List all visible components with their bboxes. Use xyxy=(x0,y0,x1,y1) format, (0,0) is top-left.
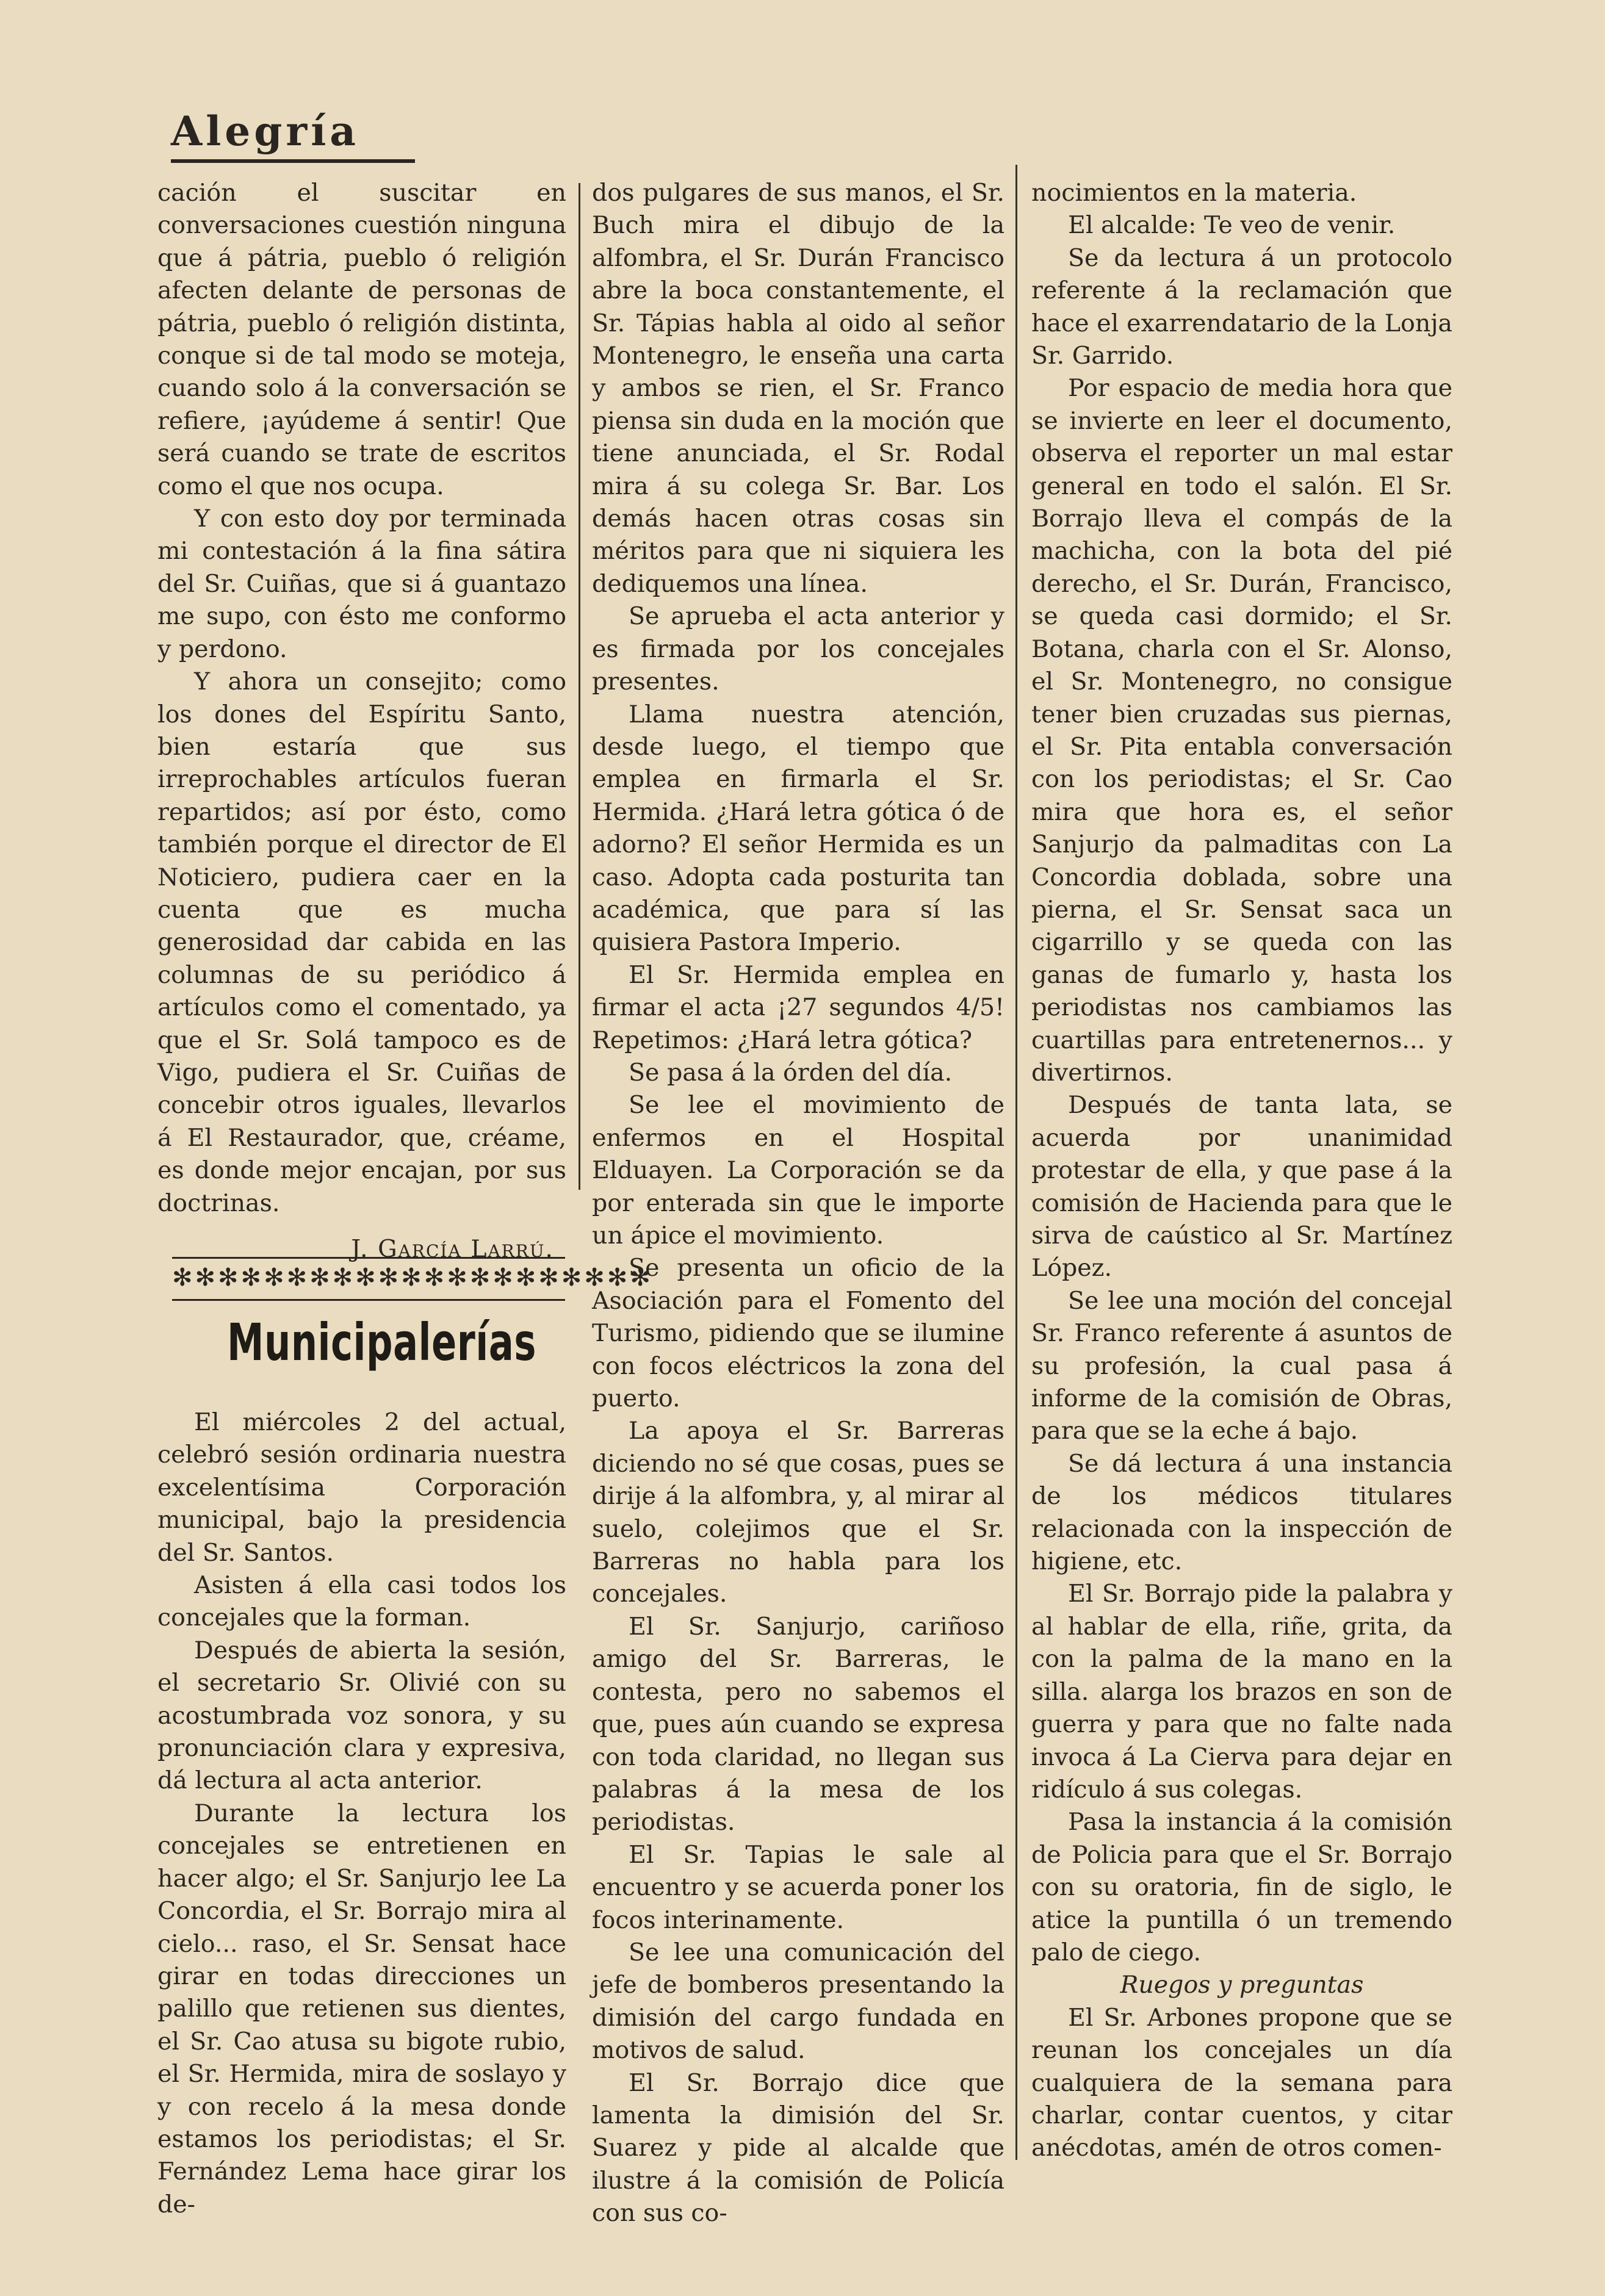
masthead-underline xyxy=(171,159,415,163)
masthead xyxy=(171,107,415,162)
column-1-top xyxy=(157,177,566,1265)
paragraph: Después de tanta lata, se acuerda por unanimidad protestar de ella, y que pase á la comisión de Hacienda para que le sirva de caústico al Sr. Martínez López. xyxy=(1031,1091,1452,1283)
paragraph: El Sr. Tapias le sale al encuentro y se acuerda poner los focos interinamente. xyxy=(592,1840,1004,1934)
paragraph: Después de abierta la sesión, el secretario Sr. Olivié con su acostumbrada voz sonora, y su pronunciación clara y expresiva, dá lectura al acta anterior. xyxy=(157,1636,566,1795)
paragraph: Durante la lectura los concejales se entretienen en hacer algo; el Sr. Sanjurjo lee La Concordia, el Sr. Borrajo mira al cielo... raso, el Sr. Sensat hace girar en todas direcciones un palillo que retienen sus dientes, el Sr. Cao atusa su bigote rubio, el Sr. Hermida, mira de soslayo y y con recelo á la mesa donde estamos los periodistas; el Sr. Fernández Lema hace girar los de- xyxy=(157,1799,566,2219)
subheading: Ruegos y preguntas xyxy=(1120,1971,1364,1999)
paragraph: Se da lectura á un protocolo referente á la reclamación que hace el exarrendatario de la Lonja Sr. Garrido. xyxy=(1031,243,1452,370)
paragraph: El Sr. Hermida emplea en firmar el acta ¡27 segundos 4/5! Repetimos: ¿Hará letra gótica? xyxy=(592,960,1004,1054)
paragraph: Se dá lectura á una instancia de los médicos titulares relacionada con la inspección de higiene, etc. xyxy=(1031,1449,1452,1576)
column-2 xyxy=(592,177,1004,2230)
paragraph: La apoya el Sr. Barreras diciendo no sé que cosas, pues se dirije á la alfombra, y, al mirar al suelo, colejimos que el Sr. Barreras no habla para los concejales. xyxy=(592,1417,1004,1608)
paragraph: El Sr. Borrajo dice que lamenta la dimisión del Sr. Suarez y pide al alcalde que ilustre á la comisión de Policía con sus co- xyxy=(592,2068,1004,2228)
paragraph: cación el suscitar en conversaciones cuestión ninguna que á pátria, pueblo ó religión afecten delante de personas de pátria, pueblo ó religión distinta, conque si de tal modo se moteja, cuando solo á la conversación se refiere, ¡ayúdeme á sentir! Que será cuando se trate de escritos como el que nos ocupa. xyxy=(157,179,566,500)
paragraph: Y con esto doy por terminada mi contestación á la fina sátira del Sr. Cuiñas, que si á guantazo me supo, con ésto me conformo y perdono. xyxy=(157,505,566,663)
paragraph: Se lee una moción del concejal Sr. Franco referente á asuntos de su profesión, la cual pasa á informe de la comisión de Obras, para que se la eche á bajo. xyxy=(1031,1286,1452,1445)
paragraph: Se lee una comunicación del jefe de bomberos presentando la dimisión del cargo fundada en motivos de salud. xyxy=(592,1938,1004,2065)
paragraph: Pasa la instancia á la comisión de Policia para que el Sr. Borrajo con su oratoria, fin de siglo, le atice la puntilla ó un tremendo palo de ciego. xyxy=(1031,1808,1452,1967)
paragraph: Se pasa á la órden del día. xyxy=(629,1058,953,1087)
paragraph: Llama nuestra atención, desde luego, el tiempo que emplea en firmarla el Sr. Hermida. ¿Hará letra gótica ó de adorno? El señor Hermida es un caso. Adopta cada posturita tan académica, que para sí las quisiera Pastora Imperio. xyxy=(592,700,1004,957)
paragraph: Se aprueba el acta anterior y es firmada por los concejales presentes. xyxy=(592,602,1004,696)
author-signature: J. García Larrú. xyxy=(351,1235,554,1263)
paragraph: El alcalde: Te veo de venir. xyxy=(1068,211,1396,240)
ornament-band: ✻✻✻✻✻✻✻✻✻✻✻✻✻✻✻✻✻✻✻✻✻ xyxy=(172,1257,565,1301)
section-title: Municipalerías xyxy=(227,1312,537,1372)
column-divider-2 xyxy=(1015,165,1017,2160)
column-divider-1 xyxy=(579,183,580,1190)
paragraph: Se lee el movimiento de enfermos en el Hospital Elduayen. La Corporación se da por enterada sin que le importe un ápice el movimiento. xyxy=(592,1091,1004,1250)
paragraph: El Sr. Borrajo pide la palabra y al hablar de ella, riñe, grita, da con la palma de la mano en la silla. alarga los brazos en son de guerra y para que no falte nada invoca á La Cierva para dejar en ridículo á sus colegas. xyxy=(1031,1580,1452,1804)
paragraph: Y ahora un consejito; como los dones del Espíritu Santo, bien estaría que sus irreprochables artículos fueran repartidos; así por ésto, como también porque el director de El Noticiero, pudiera caer en la cuenta que es mucha generosidad dar cabida en las columnas de su periódico á artículos como el comentado, ya que el Sr. Solá tampoco es de Vigo, pudiera el Sr. Cuiñas de concebir otros iguales, llevarlos á El Restaurador, que, créame, es donde mejor encajan, por sus doctrinas. xyxy=(157,668,566,1217)
paragraph: nocimientos en la materia. xyxy=(1031,179,1357,207)
column-3 xyxy=(1031,177,1452,2165)
paragraph: Por espacio de media hora que se invierte en leer el documento, observa el reporter un mal estar general en todo el salón. El Sr. Borrajo lleva el compás de la machicha, con la bota del pié derecho, el Sr. Durán, Francisco, se queda casi dormido; el Sr. Botana, charla con el Sr. Alonso, el Sr. Montenegro, no consigue tener bien cruzadas sus piernas, el Sr. Pita entabla conversación con los periodistas; el Sr. Cao mira que hora es, el señor Sanjurjo da palmaditas con La Concordia doblada, sobre una pierna, el Sr. Sensat saca un cigarrillo y se queda con las ganas de fumarlo y, hasta los periodistas nos cambiamos las cuartillas para entretenernos... y divertirnos. xyxy=(1031,374,1452,1087)
masthead-title: Alegría xyxy=(171,107,360,155)
paragraph: El miércoles 2 del actual, celebró sesión ordinaria nuestra excelentísima Corporación municipal, bajo la presidencia del Sr. Santos. xyxy=(157,1408,566,1567)
paragraph: El Sr. Arbones propone que se reunan los concejales un día cualquiera de la semana para charlar, contar cuentos, y citar anécdotas, amén de otros comen- xyxy=(1031,2003,1452,2162)
paragraph: El Sr. Sanjurjo, cariñoso amigo del Sr. Barreras, le contesta, pero no sabemos el que, pues aún cuando se expresa con toda claridad, no llegan sus palabras á la mesa de los periodistas. xyxy=(592,1612,1004,1837)
column-1-bottom xyxy=(157,1406,566,2221)
paragraph: Asisten á ella casi todos los concejales que la forman. xyxy=(157,1571,566,1632)
paragraph: dos pulgares de sus manos, el Sr. Buch mira el dibujo de la alfombra, el Sr. Durán Francisco abre la boca constantemente, el Sr. Tápias habla al oido al señor Montenegro, le enseña una carta y ambos se rien, el Sr. Franco piensa sin duda en la moción que tiene anunciada, el Sr. Rodal mira á su colega Sr. Bar. Los demás hacen otras cosas sin méritos para que ni siquiera les dediquemos una línea. xyxy=(592,179,1004,598)
paragraph: Se presenta un oficio de la Asociación para el Fomento del Turismo, pidiendo que se ilumine con focos eléctricos la zona del puerto. xyxy=(592,1254,1004,1413)
